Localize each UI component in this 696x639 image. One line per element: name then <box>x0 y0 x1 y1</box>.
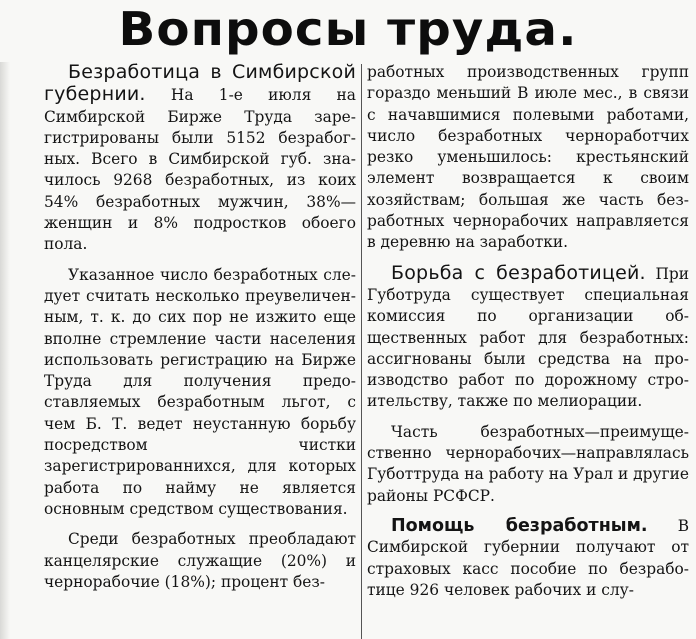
headline: Вопросы труда. <box>118 2 578 56</box>
page-edge-shadow <box>0 62 10 639</box>
paragraph-urals: Часть безработных—преимущественно чернорабочих—направлялась Губоттруда на работу на Урал и другие районы РСФСР. <box>367 422 689 505</box>
section-heading-help: Помощь безработным. <box>391 515 648 536</box>
paragraph-unemployment-simbirsk <box>44 62 356 256</box>
left-column <box>44 62 356 639</box>
paragraph-text: В Симбирской губернии получают от страховых касс пособие по безработице 926 человек рабочих и слу- <box>367 516 689 599</box>
column-divider <box>361 64 362 639</box>
paragraph-help-unemployed <box>367 516 689 601</box>
section-heading-unemployment: Безработица в Симбирской губернии. <box>44 62 356 106</box>
paragraph-text: На 1-е июля на Симбирской Бирже Труда зарегистрированы были 5152 безрабогных. Всего в Симбирской губ. значилось 9268 безработных, из коих 54% безработных мужчин, 38%— женщин и 8% подростков обоего пола. <box>44 86 356 254</box>
paragraph-exaggerated-count: Указанное число безработных следует считать несколько преувеличенным, т. к. до сих пор не изжито еще вполне стремление части населения использовать регистрацию на Бирже Труда для получения предоставляемых безработным льгот, с чем Б. Т. ведет неустанную борьбу посредством чистки зарегистрированнихся, для которых работа по найму не является основным средством существования. <box>44 265 356 518</box>
paragraph-text: При Губотруда существует специальная комиссия по организации общественных работ для безработных: ассигнованы были средства на производство работ по дорожному строительству, также по мелиорации. <box>367 264 689 411</box>
paragraph-production-groups: работных производственных групп гораздо меньший В июле мес., в связи с начавшимися полевыми работами, число безработных черноработчих резко уменьшилось: крестьянский элемент возвращается к своим хозяйствам; большая же часть безработных чернорабочих направляется в деревню на заработки. <box>367 63 689 252</box>
paragraph-office-workers: Среди безработных преобладают канцелярские служащие (20%) и чернорабочие (18%); процент без- <box>44 530 356 591</box>
right-column <box>367 62 689 639</box>
section-heading-fight: Борьба с безработицей. <box>391 261 646 284</box>
paragraph-fight-unemployment <box>367 263 689 413</box>
